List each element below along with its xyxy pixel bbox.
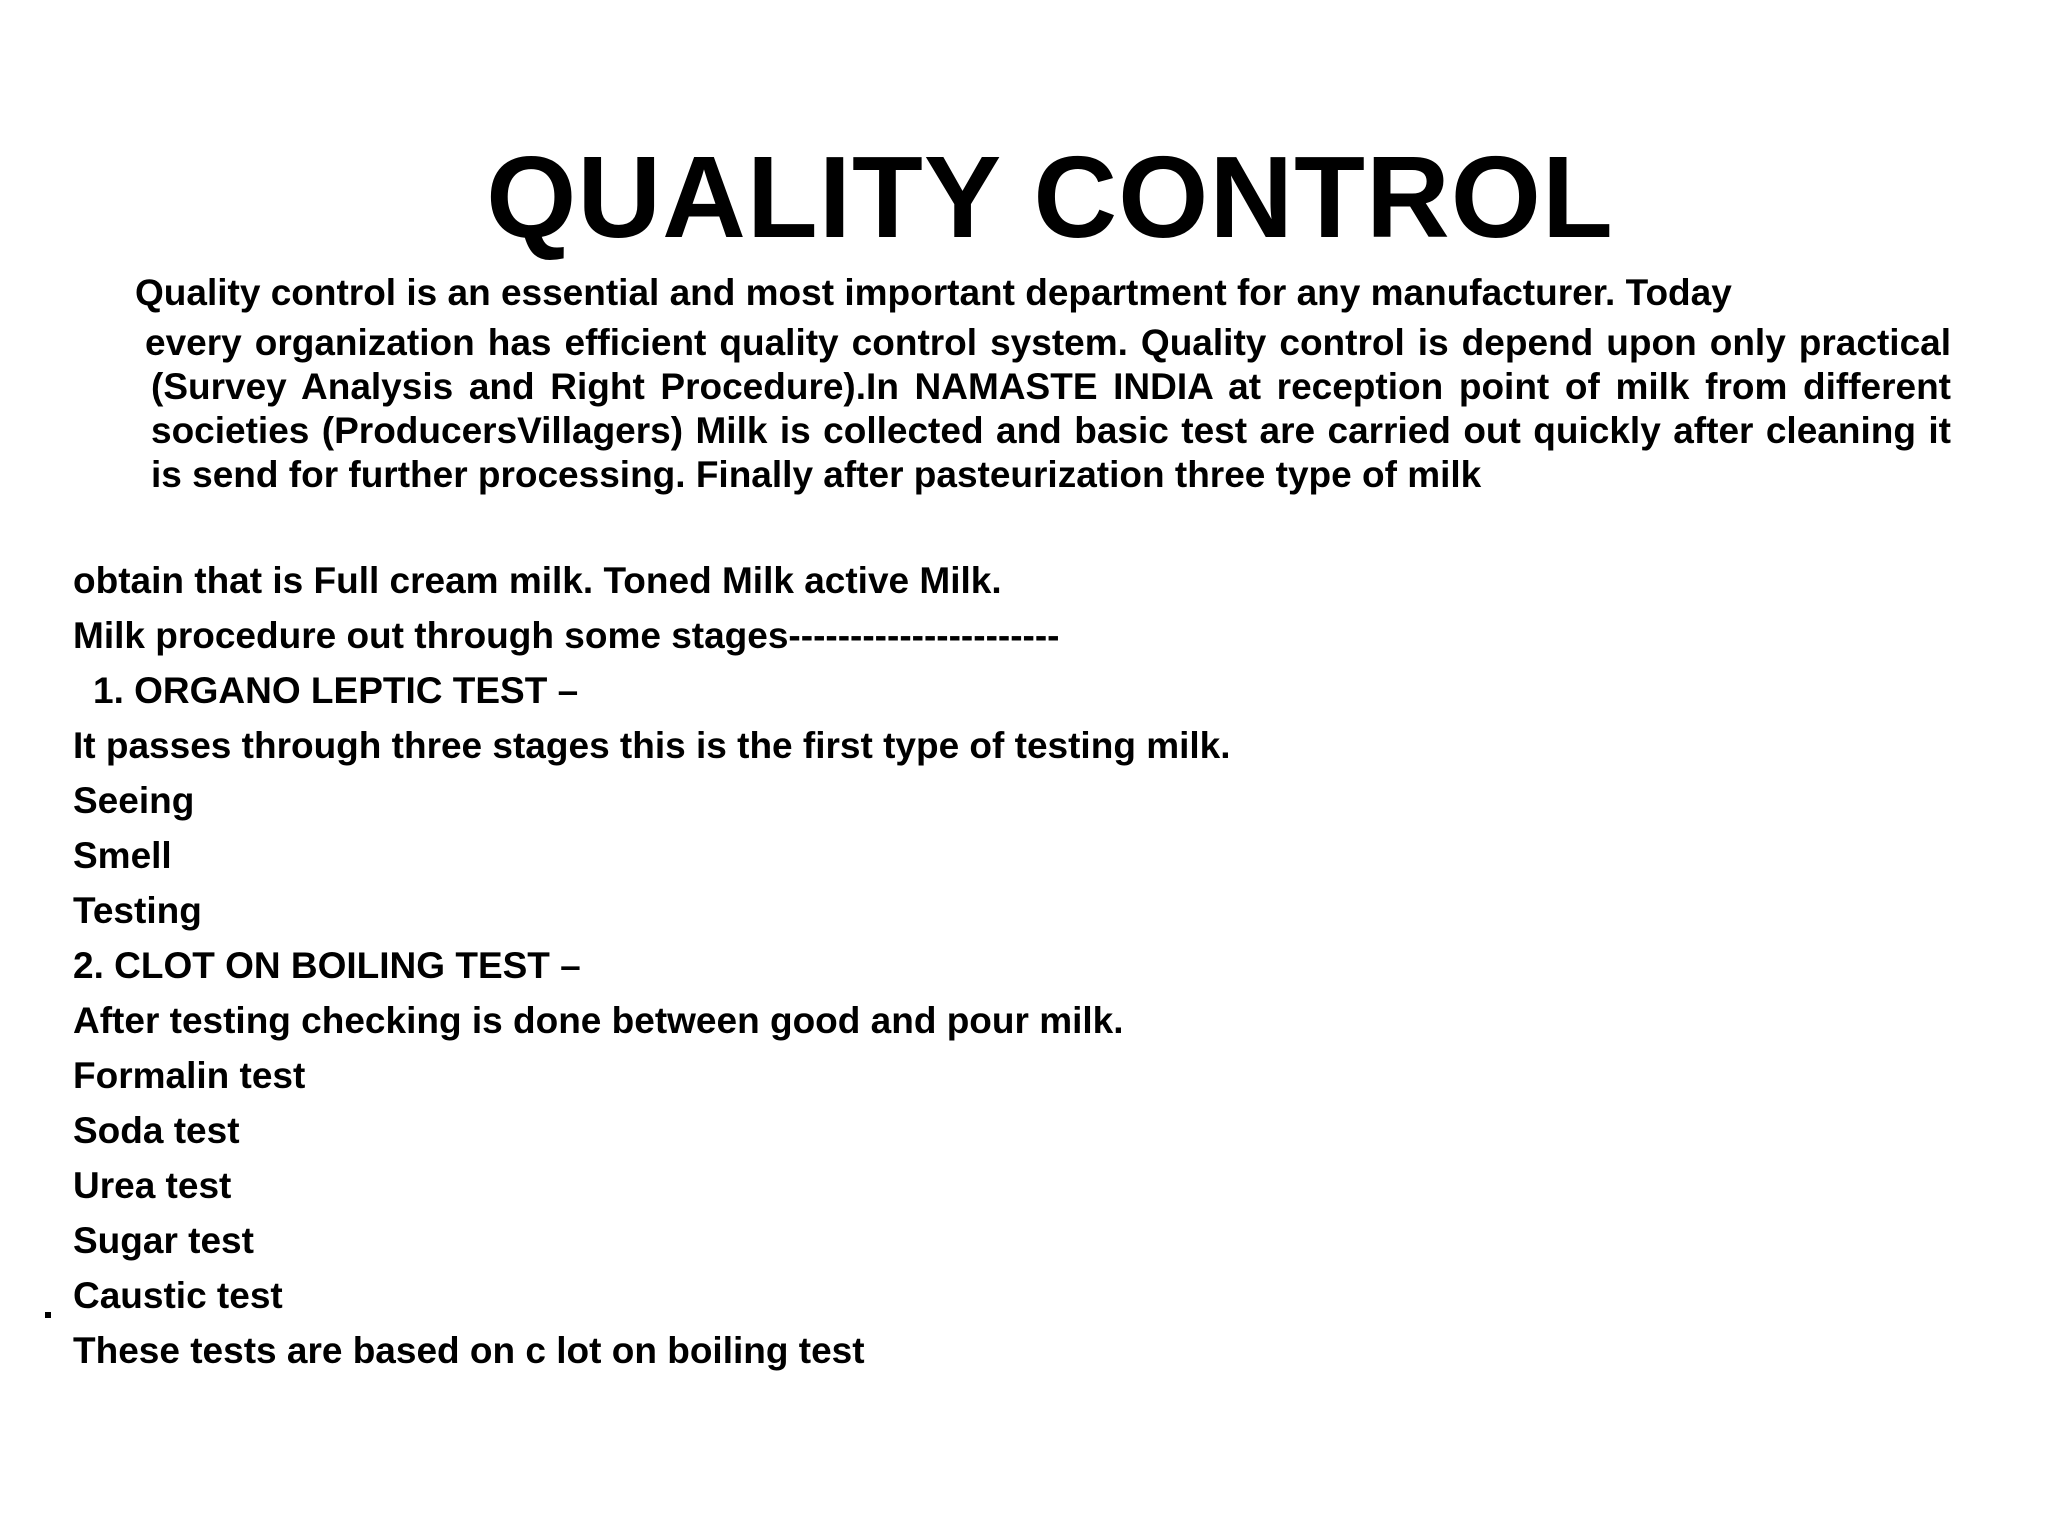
stray-dot-mark [45,1312,51,1318]
list-item: Caustic test [73,1275,283,1316]
list-item: These tests are based on c lot on boiling test [73,1330,865,1371]
list-item: Urea test [73,1165,232,1206]
section-heading-organoleptic: 1. ORGANO LEPTIC TEST – [93,670,579,711]
slide-title: QUALITY CONTROL [486,132,1614,262]
list-item: Seeing [73,780,195,821]
content-list [73,553,1231,1378]
list-item: obtain that is Full cream milk. Toned Milk active Milk. [73,560,1002,601]
list-item: Testing [73,890,202,931]
list-item: Soda test [73,1110,240,1151]
list-item: Smell [73,835,172,876]
intro-first-line: Quality control is an essential and most important department for any manufacturer. Today [135,272,1732,313]
list-item: Formalin test [73,1055,306,1096]
intro-paragraph: every organization has efficient quality control system. Quality control is depend upon only practical (Survey Analysis and Right Procedure).In NAMASTE INDIA at reception point of milk from different societies (ProducersVillagers) Milk is collected and basic test are carried out quickly after cleaning it is send for further processing. Finally after pasteurization three type of milk [145,322,1951,495]
list-item: Sugar test [73,1220,254,1261]
list-item: After testing checking is done between good and pour milk. [73,1000,1124,1041]
list-item: Milk procedure out through some stages---------------------- [73,615,1060,656]
section-heading-clot-on-boiling: 2. CLOT ON BOILING TEST – [73,945,581,986]
list-item: It passes through three stages this is the first type of testing milk. [73,725,1231,766]
